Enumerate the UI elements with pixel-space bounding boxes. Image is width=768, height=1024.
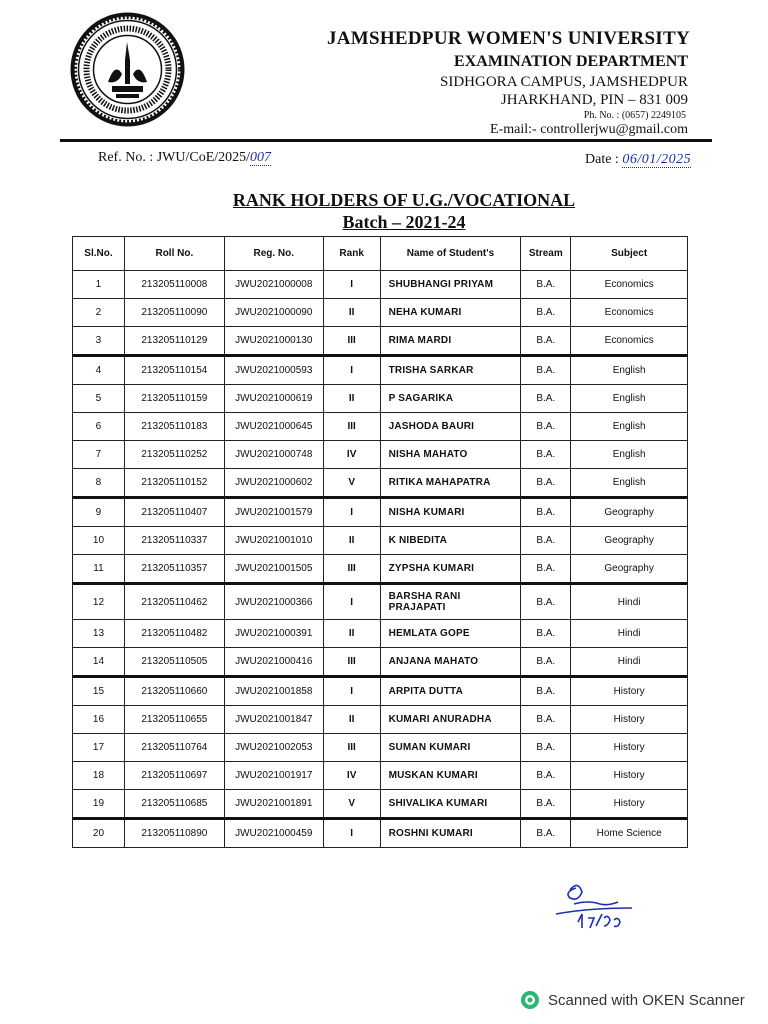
cell-sl-no: 15 — [73, 677, 125, 706]
cell-subject: History — [571, 734, 688, 762]
table-row — [73, 469, 688, 498]
cell-sl-no: 2 — [73, 299, 125, 327]
cell-roll-no: 213205110337 — [124, 527, 224, 555]
cell-reg-no: JWU2021001917 — [224, 762, 323, 790]
header-rank: Rank — [323, 237, 380, 271]
cell-stream: B.A. — [521, 555, 571, 584]
cell-student-name: JASHODA BAURI — [380, 413, 521, 441]
cell-student-name: KUMARI ANURADHA — [380, 706, 521, 734]
cell-stream: B.A. — [521, 790, 571, 819]
cell-student-name: ARPITA DUTTA — [380, 677, 521, 706]
cell-reg-no: JWU2021001579 — [224, 498, 323, 527]
address-line-1: SIDHGORA CAMPUS, JAMSHEDPUR — [440, 74, 688, 90]
date-label: Date : — [585, 152, 623, 167]
cell-roll-no: 213205110482 — [124, 620, 224, 648]
cell-rank: III — [323, 648, 380, 677]
cell-sl-no: 13 — [73, 620, 125, 648]
cell-reg-no: JWU2021000602 — [224, 469, 323, 498]
cell-rank: V — [323, 469, 380, 498]
cell-student-name: NEHA KUMARI — [380, 299, 521, 327]
cell-roll-no: 213205110159 — [124, 385, 224, 413]
cell-stream: B.A. — [521, 413, 571, 441]
cell-student-name: NISHA MAHATO — [380, 441, 521, 469]
table-row — [73, 584, 688, 620]
cell-roll-no: 213205110655 — [124, 706, 224, 734]
cell-sl-no: 19 — [73, 790, 125, 819]
cell-reg-no: JWU2021000748 — [224, 441, 323, 469]
phone-number: Ph. No. : (0657) 2249105 — [583, 110, 686, 121]
cell-reg-no: JWU2021000366 — [224, 584, 323, 620]
cell-student-name: SHUBHANGI PRIYAM — [380, 271, 521, 299]
document-title: RANK HOLDERS OF U.G./VOCATIONAL — [232, 190, 576, 210]
cell-rank: I — [323, 356, 380, 385]
university-seal-logo — [70, 12, 185, 127]
cell-reg-no: JWU2021001847 — [224, 706, 323, 734]
cell-stream: B.A. — [521, 677, 571, 706]
header-subject: Subject — [571, 237, 688, 271]
address-line-2: JHARKHAND, PIN – 831 009 — [500, 92, 688, 108]
cell-student-name: RIMA MARDI — [380, 327, 521, 356]
cell-subject: English — [571, 356, 688, 385]
cell-subject: English — [571, 413, 688, 441]
cell-sl-no: 10 — [73, 527, 125, 555]
cell-sl-no: 14 — [73, 648, 125, 677]
cell-sl-no: 11 — [73, 555, 125, 584]
cell-stream: B.A. — [521, 584, 571, 620]
cell-subject: English — [571, 441, 688, 469]
cell-student-name: TRISHA SARKAR — [380, 356, 521, 385]
cell-stream: B.A. — [521, 498, 571, 527]
cell-roll-no: 213205110152 — [124, 469, 224, 498]
cell-reg-no: JWU2021000619 — [224, 385, 323, 413]
department-name: EXAMINATION DEPARTMENT — [454, 53, 688, 70]
university-name: JAMSHEDPUR WOMEN'S UNIVERSITY — [326, 28, 690, 49]
cell-sl-no: 16 — [73, 706, 125, 734]
cell-reg-no: JWU2021002053 — [224, 734, 323, 762]
header-roll-no: Roll No. — [124, 237, 224, 271]
table-row — [73, 706, 688, 734]
cell-roll-no: 213205110008 — [124, 271, 224, 299]
header-sl-no: Sl.No. — [73, 237, 125, 271]
reference-value: 007 — [250, 150, 272, 165]
cell-sl-no: 3 — [73, 327, 125, 356]
cell-sl-no: 9 — [73, 498, 125, 527]
table-header-row — [73, 237, 688, 271]
cell-roll-no: 213205110252 — [124, 441, 224, 469]
cell-roll-no: 213205110090 — [124, 299, 224, 327]
table-row — [73, 677, 688, 706]
cell-stream: B.A. — [521, 385, 571, 413]
cell-roll-no: 213205110462 — [124, 584, 224, 620]
cell-roll-no: 213205110154 — [124, 356, 224, 385]
table-row — [73, 734, 688, 762]
email-address: E-mail:- controllerjwu@gmail.com — [490, 122, 688, 137]
header-student-name: Name of Student's — [380, 237, 521, 271]
cell-subject: Hindi — [571, 648, 688, 677]
batch-title: Batch – 2021-24 — [342, 212, 466, 232]
rank-holders-table — [72, 236, 688, 848]
cell-rank: II — [323, 527, 380, 555]
cell-rank: II — [323, 620, 380, 648]
cell-sl-no: 4 — [73, 356, 125, 385]
cell-reg-no: JWU2021000416 — [224, 648, 323, 677]
cell-roll-no: 213205110183 — [124, 413, 224, 441]
cell-stream: B.A. — [521, 620, 571, 648]
cell-student-name: K NIBEDITA — [380, 527, 521, 555]
cell-stream: B.A. — [521, 762, 571, 790]
cell-stream: B.A. — [521, 469, 571, 498]
cell-roll-no: 213205110407 — [124, 498, 224, 527]
cell-subject: Hindi — [571, 620, 688, 648]
table-row — [73, 385, 688, 413]
cell-sl-no: 17 — [73, 734, 125, 762]
cell-rank: III — [323, 327, 380, 356]
table-row — [73, 790, 688, 819]
cell-reg-no: JWU2021000593 — [224, 356, 323, 385]
date-value: 06/01/2025 — [622, 152, 692, 167]
cell-stream: B.A. — [521, 527, 571, 555]
cell-subject: English — [571, 385, 688, 413]
scanner-watermark — [520, 990, 745, 1010]
reference-number — [98, 150, 271, 166]
cell-student-name: NISHA KUMARI — [380, 498, 521, 527]
cell-student-name: ANJANA MAHATO — [380, 648, 521, 677]
cell-rank: I — [323, 271, 380, 299]
table-row — [73, 413, 688, 441]
cell-rank: I — [323, 677, 380, 706]
cell-student-name: P SAGARIKA — [380, 385, 521, 413]
cell-stream: B.A. — [521, 441, 571, 469]
cell-stream: B.A. — [521, 734, 571, 762]
cell-subject: Hindi — [571, 584, 688, 620]
cell-stream: B.A. — [521, 299, 571, 327]
cell-subject: History — [571, 790, 688, 819]
table-row — [73, 327, 688, 356]
cell-rank: IV — [323, 441, 380, 469]
cell-reg-no: JWU2021001891 — [224, 790, 323, 819]
cell-stream: B.A. — [521, 327, 571, 356]
header-reg-no: Reg. No. — [224, 237, 323, 271]
cell-subject: History — [571, 762, 688, 790]
cell-rank: I — [323, 498, 380, 527]
cell-roll-no: 213205110697 — [124, 762, 224, 790]
reference-label: Ref. No. : JWU/CoE/2025/ — [98, 150, 251, 165]
table-row — [73, 356, 688, 385]
cell-subject: Geography — [571, 498, 688, 527]
cell-reg-no: JWU2021001010 — [224, 527, 323, 555]
cell-subject: History — [571, 706, 688, 734]
table-row — [73, 762, 688, 790]
cell-sl-no: 8 — [73, 469, 125, 498]
cell-rank: II — [323, 299, 380, 327]
cell-sl-no: 18 — [73, 762, 125, 790]
cell-rank: III — [323, 734, 380, 762]
table-row — [73, 620, 688, 648]
cell-rank: II — [323, 706, 380, 734]
table-row — [73, 498, 688, 527]
cell-sl-no: 12 — [73, 584, 125, 620]
cell-subject: Home Science — [571, 819, 688, 848]
cell-reg-no: JWU2021000130 — [224, 327, 323, 356]
cell-student-name: BARSHA RANI PRAJAPATI — [380, 584, 521, 620]
cell-rank: II — [323, 385, 380, 413]
cell-sl-no: 6 — [73, 413, 125, 441]
cell-roll-no: 213205110685 — [124, 790, 224, 819]
cell-student-name: ZYPSHA KUMARI — [380, 555, 521, 584]
cell-subject: Economics — [571, 327, 688, 356]
cell-student-name: SHIVALIKA KUMARI — [380, 790, 521, 819]
cell-sl-no: 7 — [73, 441, 125, 469]
cell-student-name: RITIKA MAHAPATRA — [380, 469, 521, 498]
cell-student-name: MUSKAN KUMARI — [380, 762, 521, 790]
table-row — [73, 299, 688, 327]
header-stream: Stream — [521, 237, 571, 271]
cell-stream: B.A. — [521, 648, 571, 677]
controller-signature — [548, 878, 638, 938]
cell-roll-no: 213205110357 — [124, 555, 224, 584]
cell-rank: III — [323, 555, 380, 584]
cell-reg-no: JWU2021001858 — [224, 677, 323, 706]
cell-subject: History — [571, 677, 688, 706]
cell-stream: B.A. — [521, 819, 571, 848]
cell-roll-no: 213205110764 — [124, 734, 224, 762]
document-date — [585, 152, 691, 168]
cell-subject: Geography — [571, 527, 688, 555]
cell-student-name: ROSHNI KUMARI — [380, 819, 521, 848]
cell-subject: Economics — [571, 299, 688, 327]
cell-rank: V — [323, 790, 380, 819]
cell-rank: III — [323, 413, 380, 441]
cell-roll-no: 213205110129 — [124, 327, 224, 356]
cell-subject: Geography — [571, 555, 688, 584]
cell-student-name: HEMLATA GOPE — [380, 620, 521, 648]
table-row — [73, 441, 688, 469]
table-row — [73, 271, 688, 299]
cell-reg-no: JWU2021000090 — [224, 299, 323, 327]
cell-reg-no: JWU2021000459 — [224, 819, 323, 848]
cell-stream: B.A. — [521, 706, 571, 734]
table-row — [73, 648, 688, 677]
scanner-logo-icon — [520, 990, 540, 1010]
cell-sl-no: 5 — [73, 385, 125, 413]
cell-student-name: SUMAN KUMARI — [380, 734, 521, 762]
cell-stream: B.A. — [521, 271, 571, 299]
cell-reg-no: JWU2021000391 — [224, 620, 323, 648]
cell-roll-no: 213205110505 — [124, 648, 224, 677]
table-row — [73, 819, 688, 848]
cell-roll-no: 213205110660 — [124, 677, 224, 706]
cell-subject: English — [571, 469, 688, 498]
cell-subject: Economics — [571, 271, 688, 299]
cell-reg-no: JWU2021001505 — [224, 555, 323, 584]
table-row — [73, 555, 688, 584]
cell-sl-no: 1 — [73, 271, 125, 299]
cell-sl-no: 20 — [73, 819, 125, 848]
cell-rank: IV — [323, 762, 380, 790]
cell-rank: I — [323, 819, 380, 848]
table-row — [73, 527, 688, 555]
cell-stream: B.A. — [521, 356, 571, 385]
cell-rank: I — [323, 584, 380, 620]
cell-reg-no: JWU2021000645 — [224, 413, 323, 441]
header-divider — [60, 139, 712, 142]
cell-roll-no: 213205110890 — [124, 819, 224, 848]
cell-reg-no: JWU2021000008 — [224, 271, 323, 299]
scanner-text: Scanned with OKEN Scanner — [548, 991, 745, 1009]
